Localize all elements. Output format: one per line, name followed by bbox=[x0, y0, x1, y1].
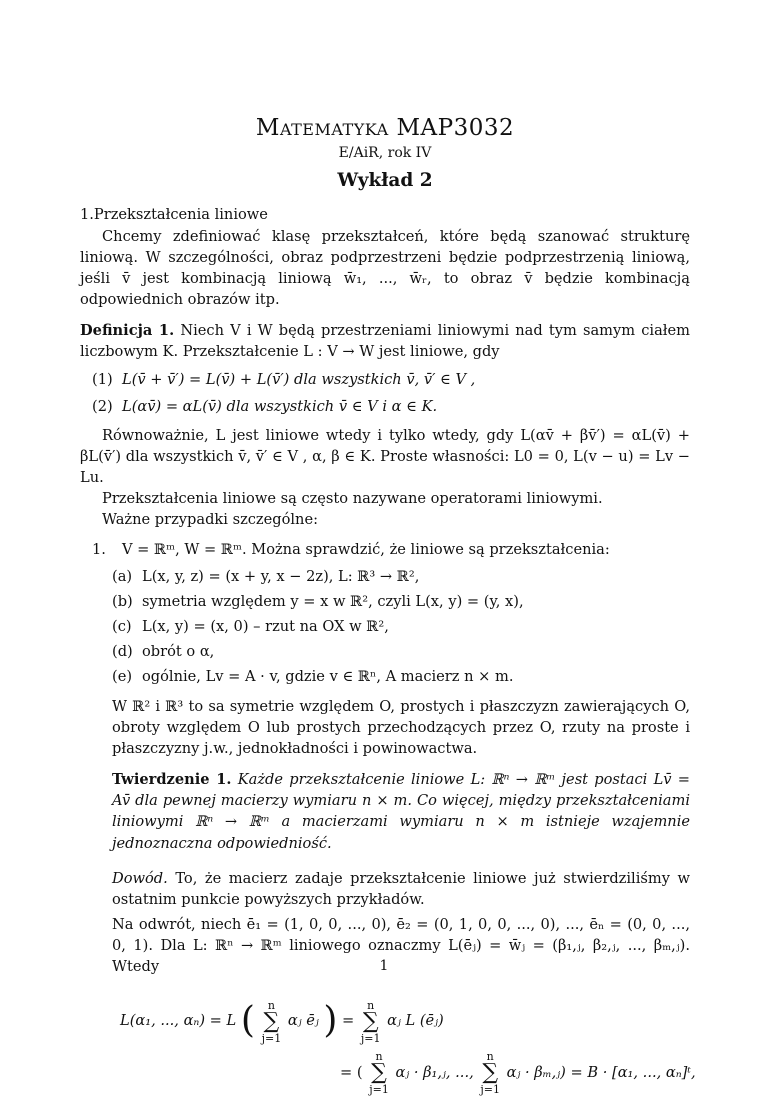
equation-line-1 bbox=[120, 995, 444, 1047]
remark-paragraph: Przekształcenia liniowe są często nazywane operatorami liniowymi. bbox=[102, 490, 603, 508]
proof-text: To, że macierz zadaje przekształcenie liniowe już stwierdziliśmy w ostatnim punkcie powyższych przykładów. bbox=[112, 869, 690, 908]
sum-symbol: n ∑ j=1 bbox=[261, 998, 282, 1045]
example-item bbox=[112, 666, 690, 687]
example-item bbox=[112, 641, 690, 662]
document-page bbox=[80, 0, 696, 1109]
equation-part: = ( bbox=[340, 1064, 363, 1082]
sum-symbol: n ∑ j=1 bbox=[360, 998, 381, 1045]
lecture-heading: Wykład 2 bbox=[337, 169, 433, 191]
equation-part: αⱼ · βₘ,ⱼ) = B · [α₁, ..., αₙ]ᵗ, bbox=[506, 1064, 696, 1082]
condition-text: L(αv̄) = αL(v̄) dla wszystkich v̄ ∈ V i α ∈ K. bbox=[122, 397, 438, 415]
condition-label: (2) bbox=[92, 397, 113, 415]
definition-text: Niech V i W będą przestrzeniami liniowymi nad tym samym ciałem liczbowym K. Przekształcenie L : V → W jest liniowe, gdy bbox=[80, 322, 690, 361]
example-text: symetria względem y = x w ℝ², czyli L(x, y) = (y, x), bbox=[142, 592, 524, 610]
left-paren: ( bbox=[240, 1000, 255, 1042]
example-text: ogólnie, Lv = A · v, gdzie v ∈ ℝⁿ, A macierz n × m. bbox=[142, 668, 514, 686]
example-text: L(x, y) = (x, 0) – rzut na OX w ℝ², bbox=[142, 618, 389, 636]
sum-symbol: n ∑ j=1 bbox=[369, 1050, 389, 1097]
remark-paragraph: Równoważnie, L jest liniowe wtedy i tylko wtedy, gdy L(αv̄ + βv̄′) = αL(v̄) + βL(v̄′) dla wszystkich v̄, v̄′ ∈ V , α, β ∈ K. Proste własności: L0 = 0, L(v − u) = Lv − Lu. bbox=[80, 426, 690, 487]
equation-part: αⱼ · β₁,ⱼ, ..., bbox=[395, 1064, 474, 1082]
case-item bbox=[92, 539, 690, 560]
example-label: (a) bbox=[112, 567, 133, 585]
right-paren: ) bbox=[323, 1000, 338, 1042]
example-text: obrót o α, bbox=[142, 643, 215, 661]
equation-rhs: αⱼ L (ēⱼ) bbox=[387, 1012, 444, 1030]
case-label: 1. bbox=[92, 540, 106, 558]
example-label: (c) bbox=[112, 618, 132, 636]
example-item bbox=[112, 591, 690, 612]
intro-section bbox=[80, 204, 690, 310]
section-heading: 1.Przekształcenia liniowe bbox=[80, 206, 268, 224]
equation-line-2 bbox=[340, 1051, 696, 1095]
equation-lhs: L(α₁, ..., αₙ) = L bbox=[120, 1012, 237, 1030]
equals-sign: = bbox=[342, 1012, 359, 1030]
sum-symbol: n ∑ j=1 bbox=[480, 1050, 501, 1097]
theorem-text: Każde przekształcenie liniowe L: ℝⁿ → ℝᵐ jest postaci Lv̄ = Av̄ dla pewnej macierzy wymiaru n × m. Co więcej, między przekształceniami liniowymi ℝⁿ → ℝᵐ a macierzami wymiaru n × m istnieje wzajemnie jednoznaczna odpowiedniość. bbox=[112, 771, 690, 852]
equation-block bbox=[80, 989, 696, 1109]
proof-label: Dowód. bbox=[112, 869, 168, 887]
equation-inner: αⱼ ēⱼ bbox=[287, 1012, 319, 1030]
definition-block bbox=[80, 320, 690, 417]
condition-label: (1) bbox=[92, 370, 113, 388]
case-text: V = ℝᵐ, W = ℝᵐ. Można sprawdzić, że liniowe są przekształcenia: bbox=[122, 540, 610, 558]
theorem-block bbox=[112, 769, 690, 854]
condition-item bbox=[92, 369, 690, 390]
page-number: 1 bbox=[379, 958, 389, 974]
example-label: (b) bbox=[112, 592, 133, 610]
condition-item bbox=[92, 396, 690, 417]
case-note: W ℝ² i ℝ³ to sa symetrie względem O, prostych i płaszczyzn zawierających O, obroty względem O lub prostych przechodzących przez O, rzuty na proste i płaszczyzny j.w., jednokładności i powinowactwa. bbox=[112, 697, 690, 757]
remark-paragraph: Ważne przypadki szczególne: bbox=[102, 511, 319, 529]
proof-text-continued: Na odwrót, niech ē₁ = (1, 0, 0, ..., 0), ē₂ = (0, 1, 0, 0, ..., 0), ..., ēₙ = (0, 0, ..., 0, 1). Dla L: ℝⁿ → ℝᵐ liniowego oznaczmy L(ēⱼ) = w̄ⱼ = (β₁,ⱼ, β₂,ⱼ, ..., βₘ,ⱼ). Wtedy bbox=[112, 915, 690, 976]
example-text: L(x, y, z) = (x + y, x − 2z), L: ℝ³ → ℝ², bbox=[142, 567, 420, 585]
intro-paragraph: Chcemy zdefiniować klasę przekształceń, które będą szanować strukturę liniową. W szczególności, obraz podprzestrzeni będzie podprzestrzenią liniową, jeśli v̄ jest kombinacją liniową w̄₁, ..., w̄ᵣ, to obraz v̄ będzie kombinacją odpowiednich obrazów itp. bbox=[80, 227, 690, 309]
document-subtitle: E/AiR, rok IV bbox=[338, 145, 432, 162]
definition-label: Definicja 1. bbox=[80, 322, 175, 340]
remarks-block bbox=[80, 425, 690, 531]
example-label: (e) bbox=[112, 668, 133, 686]
example-label: (d) bbox=[112, 643, 133, 661]
example-item bbox=[112, 566, 690, 587]
condition-text: L(v̄ + v̄′) = L(v̄) + L(v̄′) dla wszystkich v̄, v̄′ ∈ V , bbox=[122, 370, 476, 388]
theorem-label: Twierdzenie 1. bbox=[112, 771, 232, 789]
document-title: Matematyka MAP3032 bbox=[255, 115, 515, 141]
example-list bbox=[112, 566, 690, 688]
example-item bbox=[112, 616, 690, 637]
